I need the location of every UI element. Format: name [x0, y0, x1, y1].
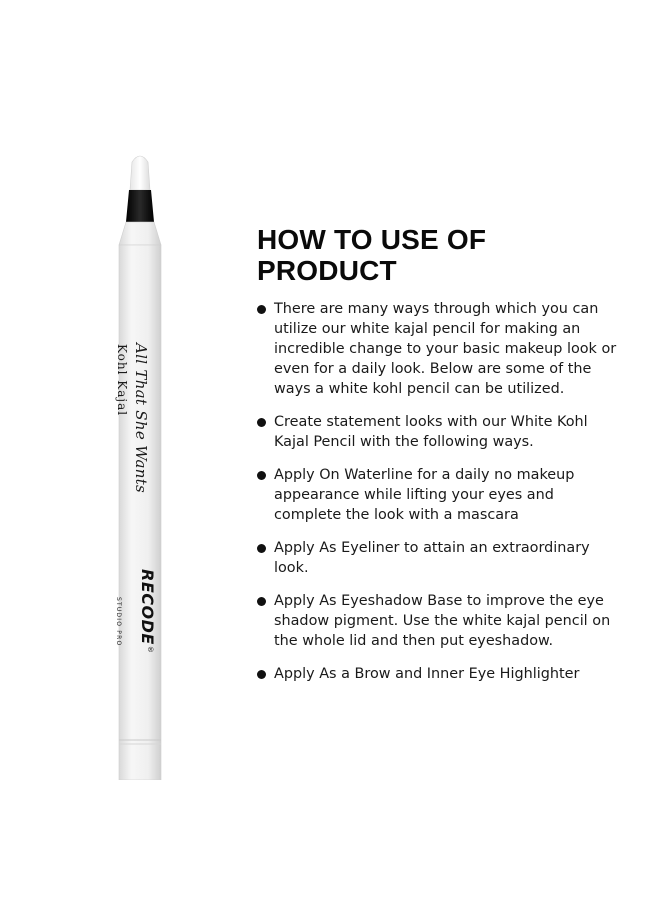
logo-registered-mark: ® [146, 645, 155, 653]
pencil-cone [119, 222, 161, 245]
list-item [257, 664, 617, 684]
list-item [257, 591, 617, 651]
list-item [257, 465, 617, 525]
list-item-text: Apply On Waterline for a daily no makeup appearance while lifting your eyes and complete the look with a mascara [274, 467, 575, 523]
usage-list [257, 299, 617, 697]
logo-wordmark: RECODE [138, 569, 157, 645]
list-item [257, 538, 617, 578]
pencil-lead [130, 156, 150, 190]
list-item-text: There are many ways through which you can utilize our white kajal pencil for making an incredible change to your basic makeup look or even for a daily look. Below are some of the ways a white kohl pencil can be utilized. [274, 301, 617, 397]
page-title [257, 224, 617, 286]
list-item-text: Apply As a Brow and Inner Eye Highlighter [274, 666, 580, 682]
bullet-icon [257, 544, 266, 553]
recode-logo [138, 569, 157, 653]
pencil-body [119, 245, 161, 780]
title-line-1: HOW TO USE OF [257, 224, 487, 255]
bullet-icon [257, 670, 266, 679]
bullet-icon [257, 305, 266, 314]
bullet-icon [257, 597, 266, 606]
bullet-icon [257, 471, 266, 480]
title-line-2: PRODUCT [257, 255, 397, 286]
list-item-text: Create statement looks with our White Kohl Kajal Pencil with the following ways. [274, 414, 588, 450]
logo-subtitle: STUDIO PRO [115, 597, 122, 647]
pencil-black-band [126, 190, 154, 222]
list-item-text: Apply As Eyeshadow Base to improve the eye shadow pigment. Use the white kajal pencil on the whole lid and then put eyeshadow. [274, 593, 611, 649]
pencil-brand-script: All That She Wants [132, 343, 150, 494]
bullet-icon [257, 418, 266, 427]
list-item [257, 299, 617, 399]
pencil-product-name: Kohl Kajal [115, 344, 129, 417]
list-item [257, 412, 617, 452]
list-item-text: Apply As Eyeliner to attain an extraordinary look. [274, 540, 590, 576]
